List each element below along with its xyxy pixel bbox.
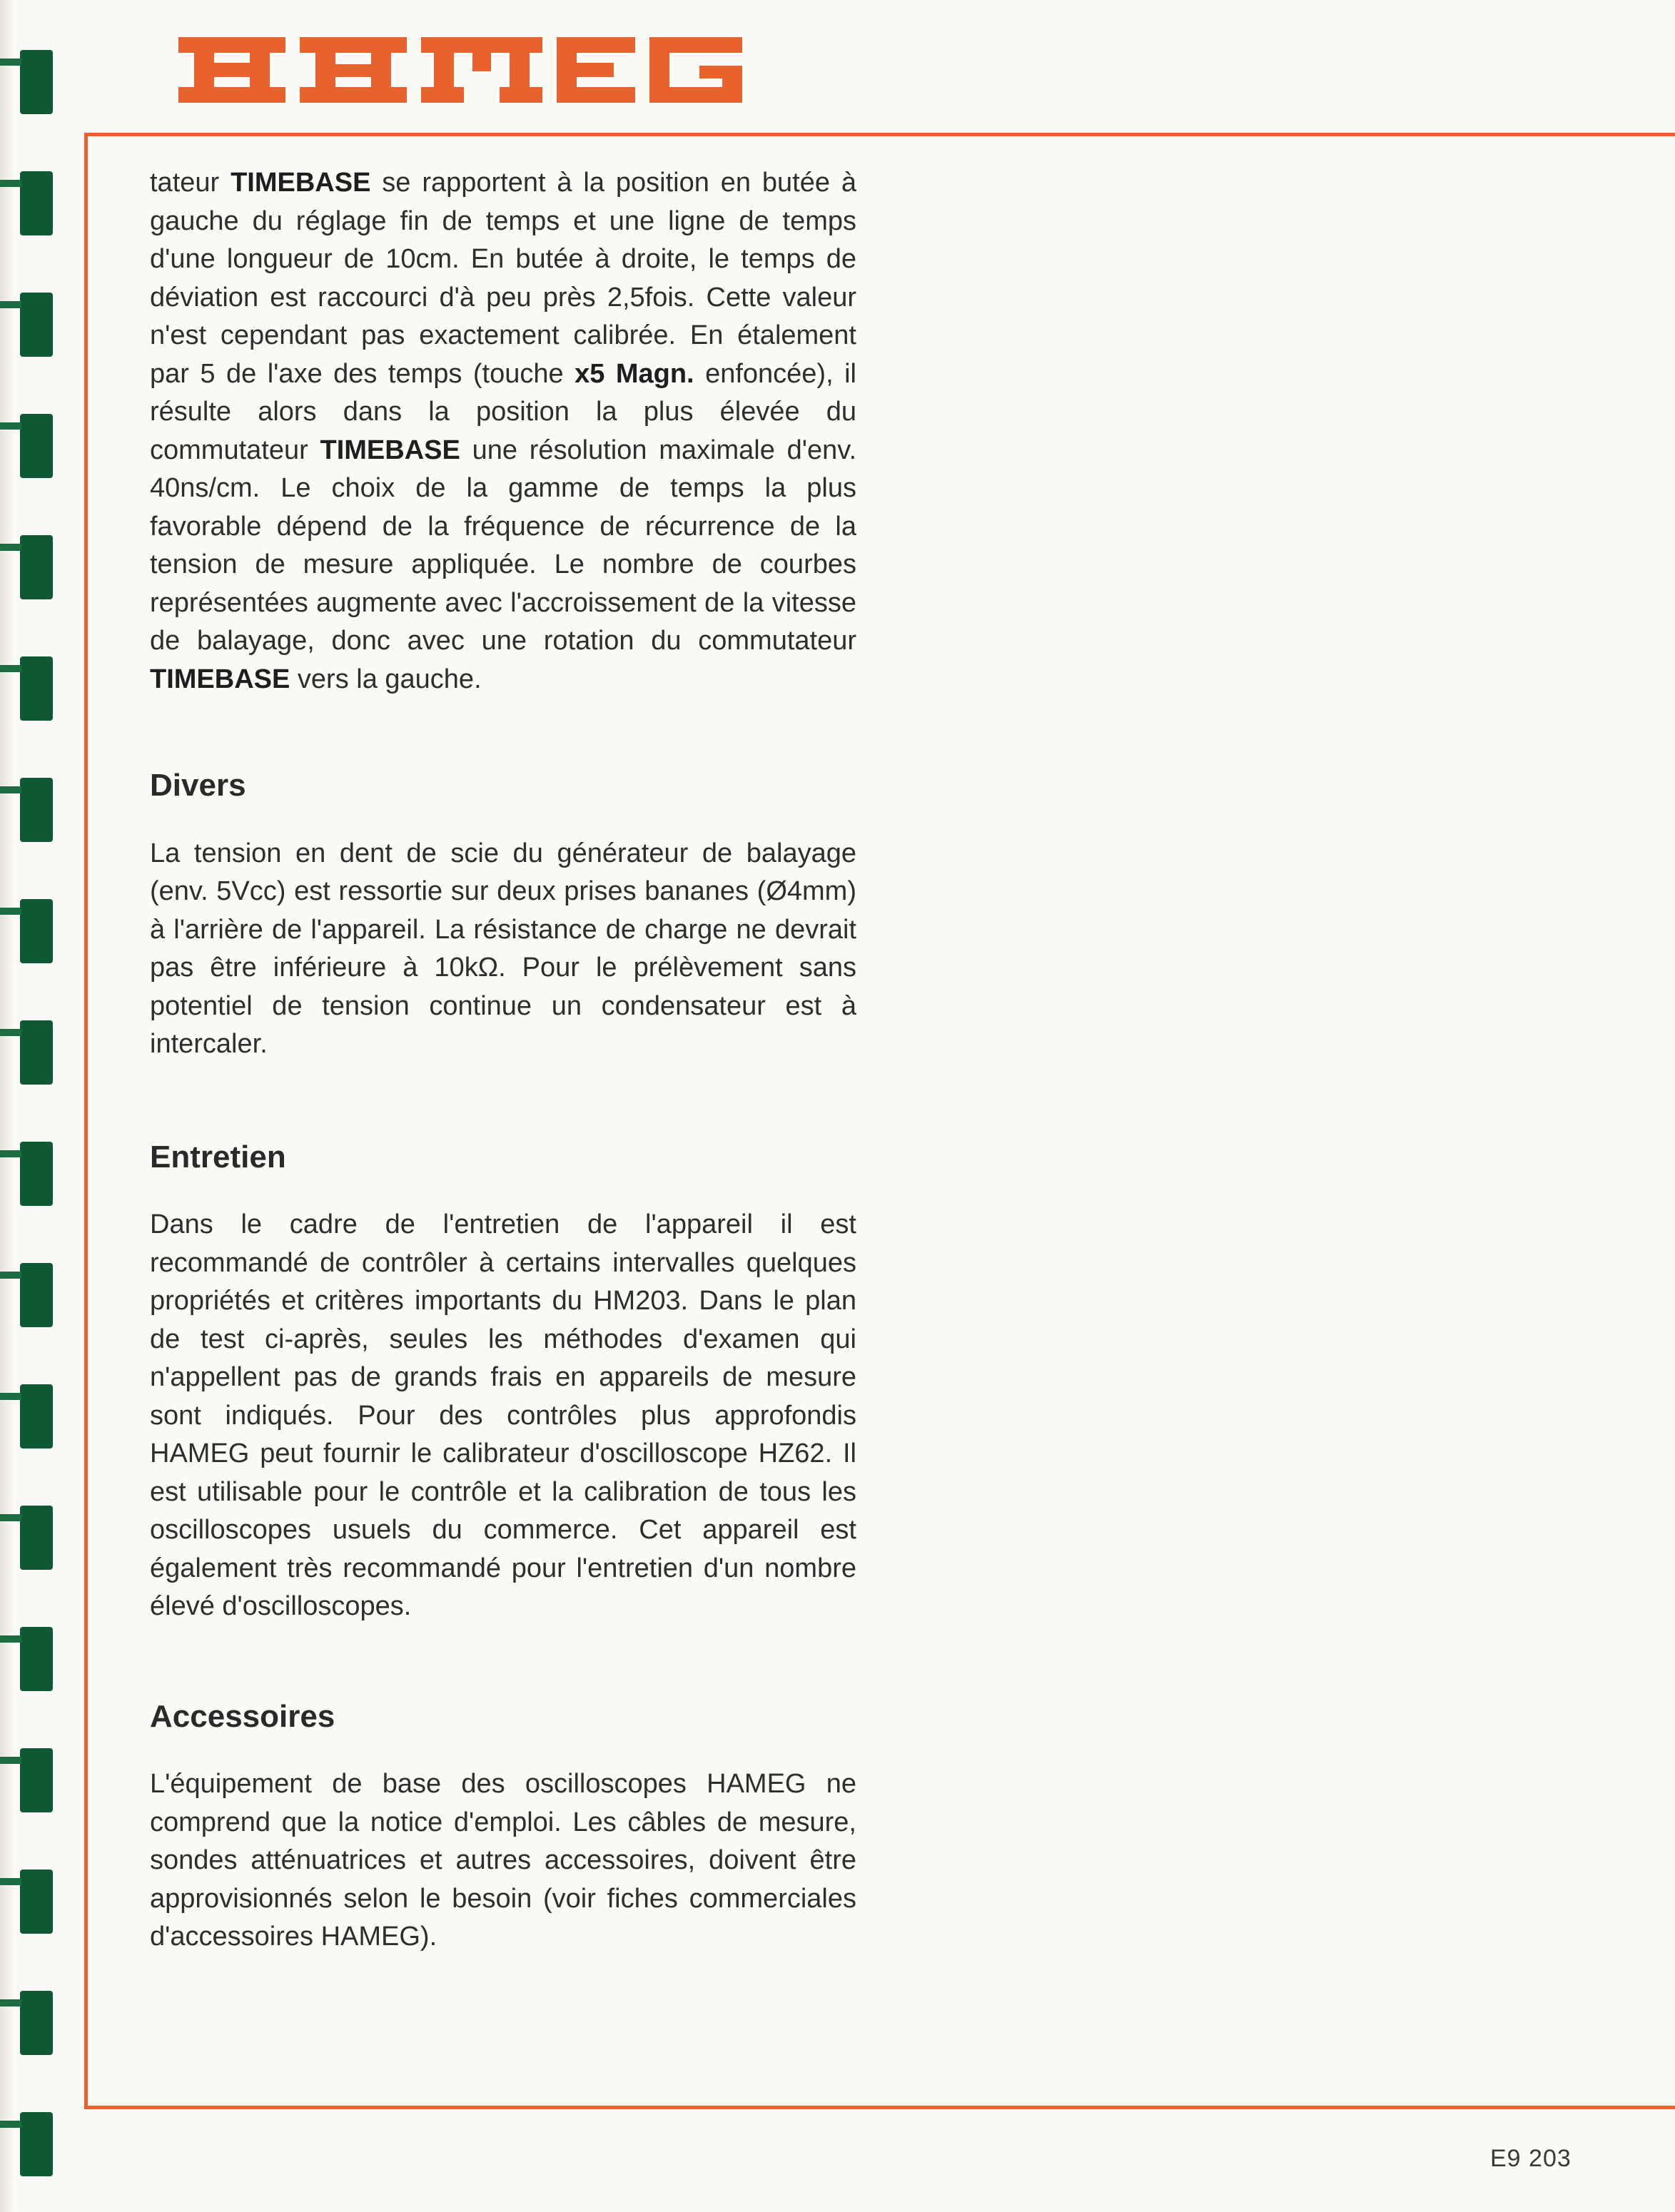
bold-term-timebase: TIMEBASE — [320, 435, 460, 465]
binding-ring — [20, 899, 53, 963]
bold-term-magn: x5 Magn. — [575, 358, 694, 389]
text-run: une résolution maximale d'env. 40ns/cm. Le choix de la gamme de temps la plus favorable dépend de la fréquence de récurrence de la tension de mesure appliquée. Le nombre de courbes représentées augmente avec l'accroissement de la vitesse de balayage, donc avec une rotation du commutateur — [150, 435, 856, 656]
page-number: E9 203 — [1490, 2145, 1572, 2172]
binding-ring — [20, 2112, 53, 2176]
section-heading-entretien: Entretien — [150, 1139, 286, 1175]
binding-ring — [20, 50, 53, 114]
intro-paragraph — [150, 164, 856, 699]
binding-ring — [20, 1991, 53, 2055]
binding-ring — [20, 1869, 53, 1934]
section-heading-accessoires: Accessoires — [150, 1698, 335, 1734]
binding-ring — [20, 1627, 53, 1691]
binding-ring — [20, 1506, 53, 1570]
binding-ring — [20, 1020, 53, 1085]
binding-ring — [20, 778, 53, 842]
hameg-logo — [178, 37, 742, 103]
binding-ring — [20, 656, 53, 721]
binding-ring — [20, 1142, 53, 1206]
binding-ring — [20, 414, 53, 478]
spiral-binding — [0, 0, 64, 2212]
text-run: tateur — [150, 168, 231, 198]
text-run: vers la gauche. — [290, 664, 482, 694]
text-run: enfoncée), il résulte alors dans la position la plus élevée du commutateur — [150, 358, 856, 465]
bold-term-timebase: TIMEBASE — [150, 664, 290, 694]
binding-ring — [20, 293, 53, 357]
binding-ring — [20, 171, 53, 235]
text-run: se rapportent à la position en butée à gauche du réglage fin de temps et une ligne de temps d'une longueur de 10cm. En butée à droite, le temps de déviation est raccourci d'à peu près 2,5fois. Cette valeur n'est cependant pas exactement calibrée. En étalement par 5 de l'axe des temps (touche — [150, 168, 856, 389]
section-heading-divers: Divers — [150, 768, 246, 803]
binding-ring — [20, 535, 53, 599]
section-text-accessoires: L'équipement de base des oscilloscopes HAMEG ne comprend que la notice d'emploi. Les câbles de mesure, sondes atténuatrices et autres accessoires, doivent être approvisionnés selon le besoin (voir fiches commerciales d'accessoires HAMEG). — [150, 1769, 856, 1952]
document-body — [150, 164, 856, 1957]
section-text-entretien: Dans le cadre de l'entretien de l'appareil il est recommandé de contrôler à certains intervalles quelques propriétés et critères importants du HM203. Dans le plan de test ci-après, seules les méthodes d'examen qui n'appellent pas de grands frais en appareils de mesure sont indiqués. Pour des contrôles plus approfondis HAMEG peut fournir le calibrateur d'oscilloscope HZ62. Il est utilisable pour le contrôle et la calibration de tous les oscilloscopes usuels du commerce. Cet appareil est également très recommandé pour l'entretien d'un nombre élevé d'oscilloscopes. — [150, 1209, 856, 1621]
binding-ring — [20, 1384, 53, 1449]
section-text-divers: La tension en dent de scie du générateur de balayage (env. 5Vcc) est ressortie sur deux prises bananes (Ø4mm) à l'arrière de l'appareil. La résistance de charge ne devrait pas être inférieure à 10kΩ. Pour le prélèvement sans potentiel de tension continue un condensateur est à intercaler. — [150, 838, 856, 1059]
bold-term-timebase: TIMEBASE — [231, 168, 371, 198]
binding-ring — [20, 1748, 53, 1812]
binding-ring — [20, 1263, 53, 1327]
